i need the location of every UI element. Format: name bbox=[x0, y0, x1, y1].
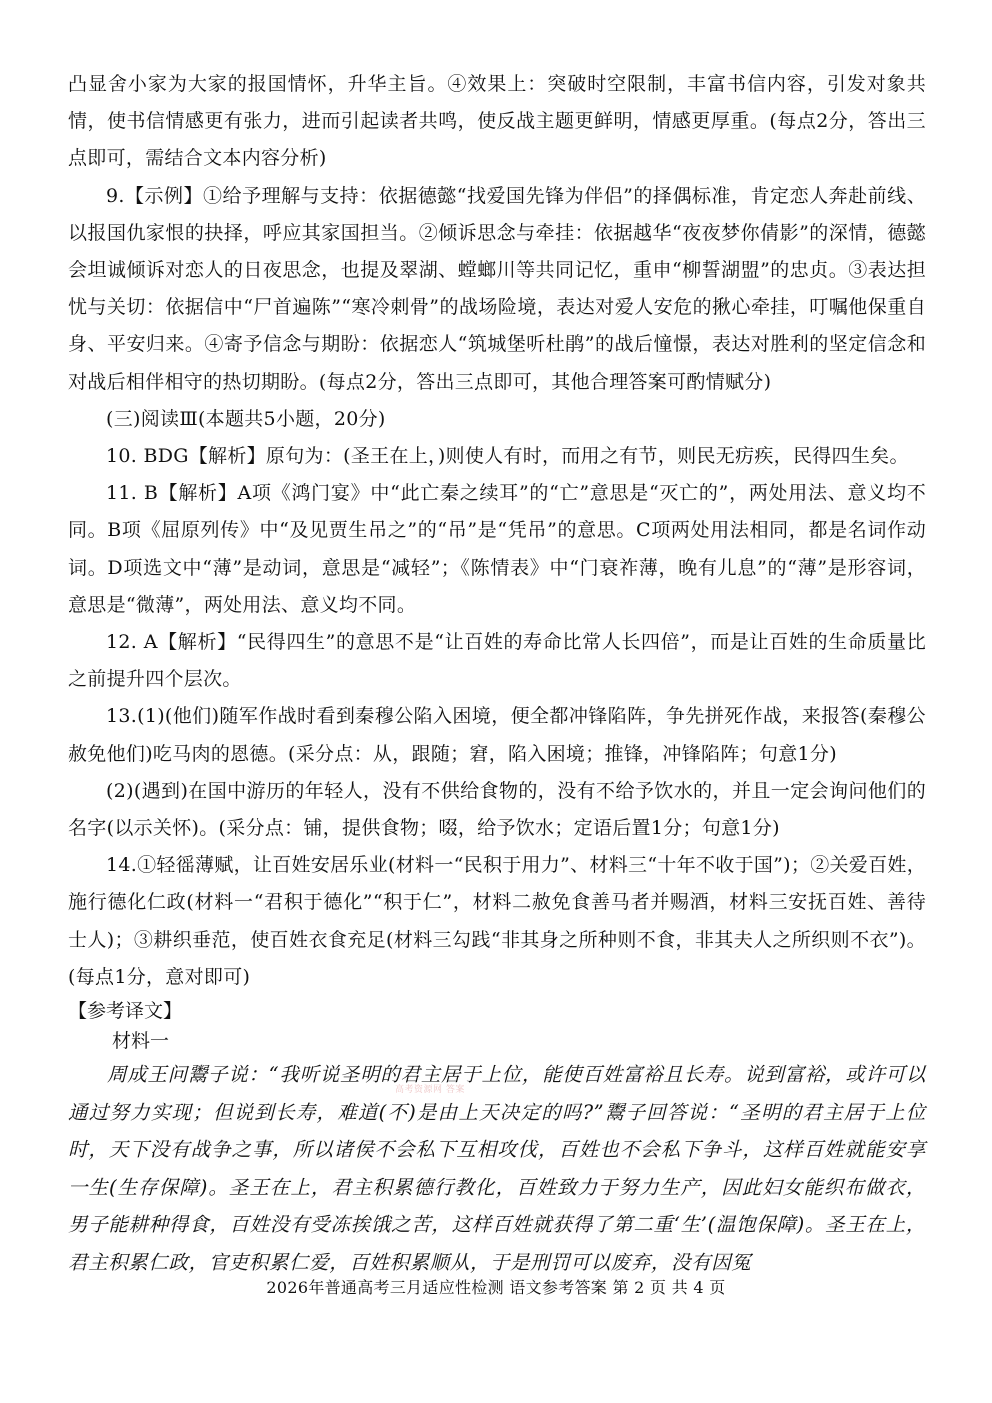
section-3-heading: (三)阅读Ⅲ(本题共5小题，20分) bbox=[106, 407, 386, 430]
page-footer: 2026年普通高考三月适应性检测 语文参考答案 第 2 页 共 4 页 bbox=[266, 1278, 726, 1297]
answer-11: 11. B【解析】A项《鸿门宴》中“此亡秦之续耳”的“亡”意思是“灭亡的”，两处用法、意义均不同。B项《屈原列传》中“及见贾生吊之”的“吊”是“凭吊”的意思。C项两处用法相同，都是名词作动词。D项选文中“薄”是动词，意思是“减轻”；《陈情表》中“门衰祚薄，晚有儿息”的“薄”是形容词，意思是“微薄”，两处用法、意义均不同。 bbox=[68, 482, 926, 616]
answer-9: 9.【示例】①给予理解与支持：依据德懿“找爱国先锋为伴侣”的择偶标准，肯定恋人奔赴前线、以报国仇家恨的抉择，呼应其家国担当。②倾诉思念与牵挂：依据越华“夜夜梦你倩影”的深情，德懿会坦诚倾诉对恋人的日夜思念，也提及翠湖、螳螂川等共同记忆，重申“柳誓湖盟”的忠贞。③表达担忧与关切：依据信中“尸首遍陈”“寒冷刺骨”的战场险境，表达对爱人安危的揪心牵挂，叮嘱他保重自身、平安归来。④寄予信念与期盼：依据恋人“筑城堡听杜鹃”的战后憧憬，表达对胜利的坚定信念和对战后相伴相守的热切期盼。(每点2分，答出三点即可，其他合理答案可酌情赋分) bbox=[68, 184, 926, 393]
answer-12: 12. A【解析】“民得四生”的意思不是“让百姓的寿命比常人长四倍”，而是让百姓的生命质量比之前提升四个层次。 bbox=[68, 631, 926, 691]
answer-14: 14.①轻徭薄赋，让百姓安居乐业(材料一“民积于用力”、材料三“十年不收于国”)；②关爱百姓，施行德化仁政(材料一“君积于德化”“积于仁”，材料二赦免食善马者并赐酒，材料三安抚百姓、善待士人)；③耕织垂范，使百姓衣食充足(材料三勾践“非其身之所种则不食，非其夫人之所织则不衣”)。(每点1分，意对即可) bbox=[68, 854, 926, 988]
answer-13-1: 13.(1)(他们)随军作战时看到秦穆公陷入困境，便全都冲锋陷阵，争先拼死作战，来报答(秦穆公赦免他们)吃马肉的恩德。(采分点：从，跟随；窘，陷入困境；推锋，冲锋陷阵；句意1分) bbox=[68, 705, 926, 765]
watermark: 高考资源网 答案 bbox=[395, 1085, 465, 1095]
translation-heading: 【参考译文】 bbox=[68, 1000, 183, 1023]
answer-10: 10. BDG【解析】原句为：(圣王在上，)则使人有时，而用之有节，则民无疠疾，民得四生矣。 bbox=[106, 445, 909, 468]
answer-8-continued: 凸显舍小家为大家的报国情怀，升华主旨。④效果上：突破时空限制，丰富书信内容，引发对象共情，使书信情感更有张力，进而引起读者共鸣，使反战主题更鲜明，情感更厚重。(每点2分，答出三点即可，需结合文本内容分析) bbox=[68, 73, 926, 170]
page-content bbox=[68, 66, 926, 1281]
answer-13-2: (2)(遇到)在国中游历的年轻人，没有不供给食物的，没有不给予饮水的，并且一定会询问他们的名字(以示关怀)。(采分点：铺，提供食物；啜，给予饮水；定语后置1分；句意1分) bbox=[68, 779, 926, 840]
translation-text: 周成王问鬻子说：“我听说圣明的君主居于上位，能使百姓富裕且长寿。说到富裕，或许可以通过努力实现；但说到长寿，难道(不)是由上天决定的吗?”鬻子回答说：“圣明的君主居于上位时，天下没有战争之事，所以诸侯不会私下互相攻伐，百姓也不会私下争斗，这样百姓就能安享一生(生存保障)。圣王在上，君主积累德行教化，百姓致力于努力生产，因此妇女能织布做衣，男子能耕种得食，百姓没有受冻挨饿之苦，这样百姓就获得了第二重‘生’(温饱保障)。圣王在上，君主积累仁政，官吏积累仁爱，百姓积累顺从，于是刑罚可以废弃，没有因冤 bbox=[68, 1063, 926, 1274]
material-one-label: 材料一 bbox=[112, 1030, 170, 1053]
